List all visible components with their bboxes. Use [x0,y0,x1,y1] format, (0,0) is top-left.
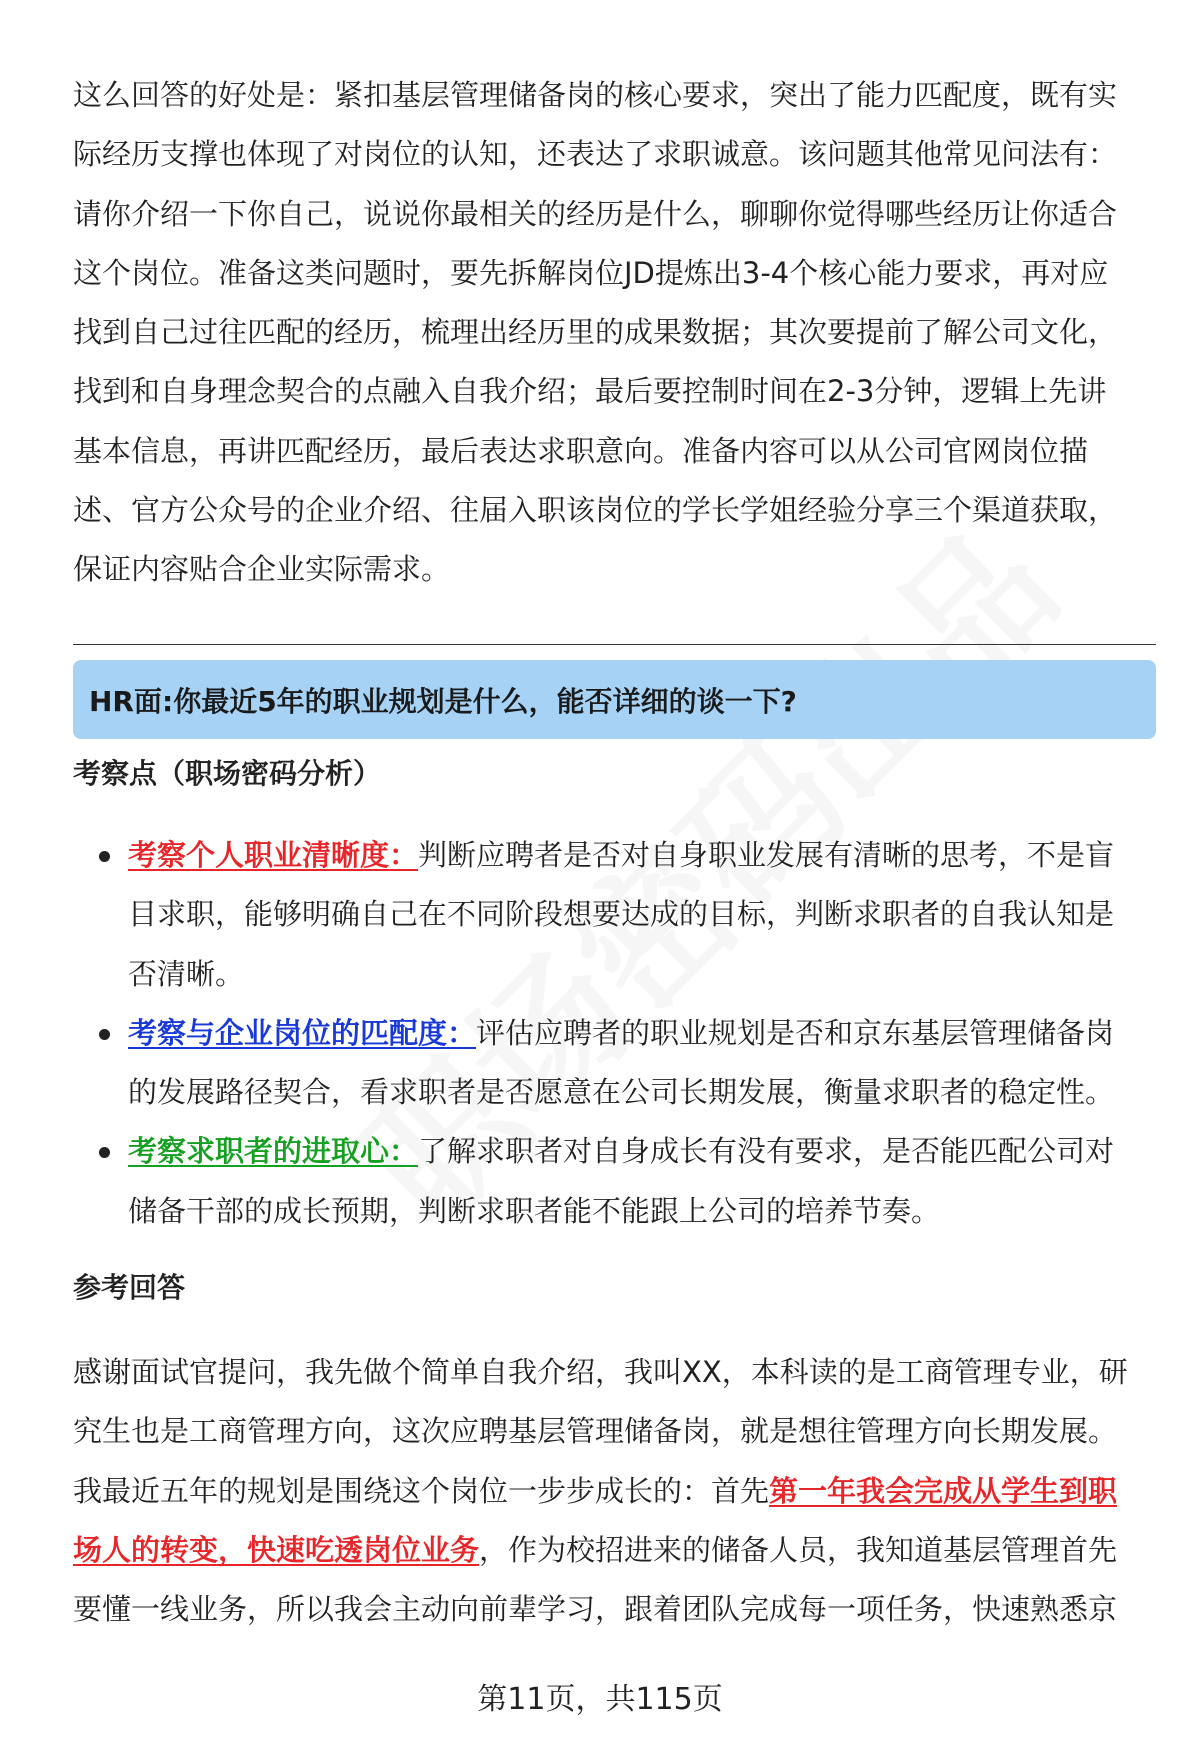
answer-line: 要懂一线业务，所以我会主动向前辈学习，跟着团队完成每一项任务，快速熟悉京 [73,1592,1118,1627]
intro-line: 保证内容贴合企业实际需求。 [73,552,451,587]
keyword-career-clarity: 考察个人职业清晰度： [128,838,419,872]
answer-highlight: 第一年我会完成从学生到职 [769,1473,1118,1508]
item-text: 评估应聘者的职业规划是否和京东基层管理储备岗 [476,1015,1115,1050]
item-text: 否清晰。 [128,956,245,991]
intro-line: 找到和自身理念契合的点融入自我介绍；最后要控制时间在2-3分钟，逻辑上先讲 [73,374,1107,409]
reference-answer [73,1343,1156,1639]
answer-line [73,1462,1156,1521]
list-item [73,1004,1156,1123]
answer-line: 究生也是工商管理方向，这次应聘基层管理储备岗，就是想往管理方向长期发展。 [73,1414,1118,1449]
answer-text: 我最近五年的规划是围绕这个岗位一步步成长的：首先 [73,1473,770,1508]
intro-line: 这么回答的好处是：紧扣基层管理储备岗的核心要求，突出了能力匹配度，既有实 [73,78,1118,112]
item-text: 的发展路径契合，看求职者是否愿意在公司长期发展，衡量求职者的稳定性。 [128,1075,1115,1110]
keyword-job-fit: 考察与企业岗位的匹配度： [128,1015,477,1050]
keyword-ambition: 考察求职者的进取心： [128,1134,419,1169]
question-banner [73,660,1156,739]
page-number: 第11页，共115页 [477,1682,723,1717]
answer-highlight: 场人的转变，快速吃透岗位业务 [73,1532,480,1567]
list-item [73,1122,1156,1241]
intro-line: 际经历支撑也体现了对岗位的认知，还表达了求职诚意。该问题其他常见问法有： [73,137,1118,172]
item-text: 目求职，能够明确自己在不同阶段想要达成的目标，判断求职者的自我认知是 [128,897,1115,932]
bullet-dot-icon [99,1147,110,1158]
bullet-dot-icon [99,851,110,862]
intro-line: 请你介绍一下你自己，说说你最相关的经历是什么，聊聊你觉得哪些经历让你适合 [73,196,1118,231]
list-item [73,826,1156,1004]
analysis-heading: 考察点（职场密码分析） [73,757,382,790]
item-text: 了解求职者对自身成长有没有要求，是否能匹配公司对 [418,1134,1115,1169]
analysis-list [73,826,1156,1241]
item-text: 储备干部的成长预期，判断求职者能不能跟上公司的培养节奏。 [128,1193,941,1228]
intro-line: 找到自己过往匹配的经历，梳理出经历里的成果数据；其次要提前了解公司文化， [73,315,1118,350]
answer-line: 感谢面试官提问，我先做个简单自我介绍，我叫XX，本科读的是工商管理专业，研 [73,1355,1128,1389]
reference-heading: 参考回答 [73,1271,186,1304]
question-title: HR面:你最近5年的职业规划是什么，能否详细的谈一下? [89,684,797,718]
bullet-dot-icon [99,1029,110,1040]
item-text: 判断应聘者是否对自身职业发展有清晰的思考，不是盲 [418,838,1115,872]
section-divider [73,644,1156,645]
intro-line: 这个岗位。准备这类问题时，要先拆解岗位JD提炼出3-4个核心能力要求，再对应 [73,255,1109,290]
intro-paragraph [73,66,1156,600]
intro-line: 基本信息，再讲匹配经历，最后表达求职意向。准备内容可以从公司官网岗位描 [73,433,1089,468]
answer-text: ，作为校招进来的储备人员，我知道基层管理首先 [479,1532,1118,1567]
answer-line [73,1521,1156,1580]
intro-line: 述、官方公众号的企业介绍、往届入职该岗位的学长学姐经验分享三个渠道获取， [73,493,1118,528]
